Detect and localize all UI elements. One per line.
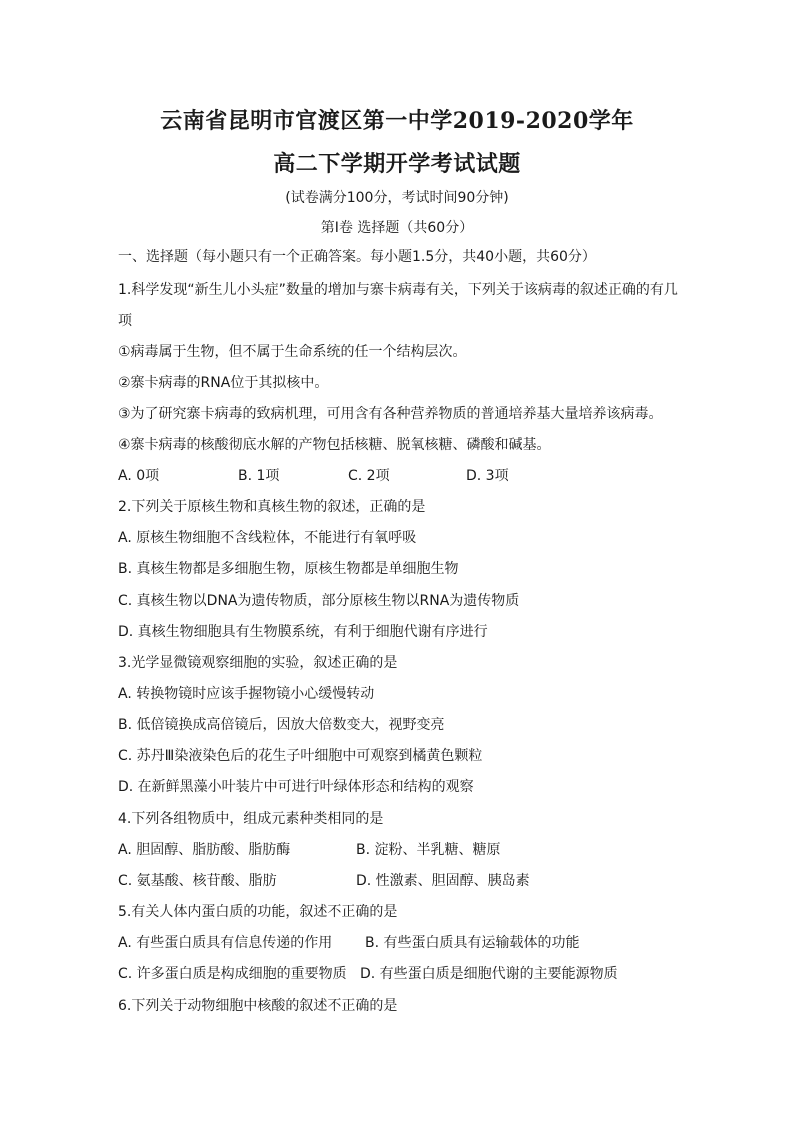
question-2-option-a: A. 原核生物细胞不含线粒体，不能进行有氧呼吸 [118, 530, 417, 546]
question-1-option-a: A. 0项 [118, 468, 160, 484]
question-2-option-d: D. 真核生物细胞具有生物膜系统，有利于细胞代谢有序进行 [118, 624, 488, 640]
question-3-option-c: C. 苏丹Ⅲ染液染色后的花生子叶细胞中可观察到橘黄色颗粒 [118, 748, 483, 764]
question-4-stem: 4.下列各组物质中，组成元素种类相同的是 [118, 811, 384, 827]
question-5-option-b: B. 有些蛋白质具有运输载体的功能 [365, 935, 580, 951]
exam-title-line2: 高二下学期开学考试试题 [273, 151, 521, 177]
question-3-stem: 3.光学显微镜观察细胞的实验，叙述正确的是 [118, 655, 398, 671]
question-5-option-d: D. 有些蛋白质是细胞代谢的主要能源物质 [360, 966, 618, 982]
question-4-option-a: A. 胆固醇、脂肪酸、脂肪酶 [118, 842, 291, 858]
question-4-option-b: B. 淀粉、半乳糖、糖原 [356, 842, 501, 858]
question-1-option-d: D. 3项 [466, 468, 509, 484]
question-4-option-d: D. 性激素、胆固醇、胰岛素 [356, 873, 530, 889]
question-6-stem: 6.下列关于动物细胞中核酸的叙述不正确的是 [118, 998, 398, 1014]
exam-info: (试卷满分100分，考试时间90分钟) [285, 190, 509, 206]
question-2-option-c: C. 真核生物以DNA为遗传物质，部分原核生物以RNA为遗传物质 [118, 593, 520, 609]
question-1-statement-1: ①病毒属于生物，但不属于生命系统的任一个结构层次。 [118, 344, 467, 360]
question-4-option-c: C. 氨基酸、核苷酸、脂肪 [118, 873, 277, 889]
question-1-statement-3: ③为了研究寨卡病毒的致病机理，可用含有各种营养物质的普通培养基大量培养该病毒。 [118, 406, 663, 422]
question-5-option-c: C. 许多蛋白质是构成细胞的重要物质 [118, 966, 347, 982]
question-3-option-b: B. 低倍镜换成高倍镜后，因放大倍数变大，视野变亮 [118, 717, 445, 733]
question-1-statement-4: ④寨卡病毒的核酸彻底水解的产物包括核糖、脱氧核糖、磷酸和碱基。 [118, 437, 551, 453]
question-1-statement-2: ②寨卡病毒的RNA位于其拟核中。 [118, 375, 329, 391]
question-3-option-d: D. 在新鲜黑藻小叶装片中可进行叶绿体形态和结构的观察 [118, 779, 474, 795]
exam-title-line1: 云南省昆明市官渡区第一中学2019-2020学年 [160, 108, 634, 134]
question-1-stem-cont: 项 [118, 313, 132, 329]
question-5-option-a: A. 有些蛋白质具有信息传递的作用 [118, 935, 333, 951]
question-2-option-b: B. 真核生物都是多细胞生物，原核生物都是单细胞生物 [118, 561, 459, 577]
section-heading: 一、选择题（每小题只有一个正确答案。每小题1.5分，共40小题，共60分） [118, 249, 596, 265]
part-title: 第Ⅰ卷 选择题（共60分） [320, 220, 474, 236]
question-3-option-a: A. 转换物镜时应该手握物镜小心缓慢转动 [118, 686, 375, 702]
question-2-stem: 2.下列关于原核生物和真核生物的叙述，正确的是 [118, 499, 426, 515]
question-1-option-c: C. 2项 [348, 468, 390, 484]
question-1-option-b: B. 1项 [238, 468, 280, 484]
question-1-stem: 1.科学发现“新生儿小头症”数量的增加与寨卡病毒有关，下列关于该病毒的叙述正确的有几 [118, 282, 678, 298]
question-5-stem: 5.有关人体内蛋白质的功能，叙述不正确的是 [118, 904, 398, 920]
